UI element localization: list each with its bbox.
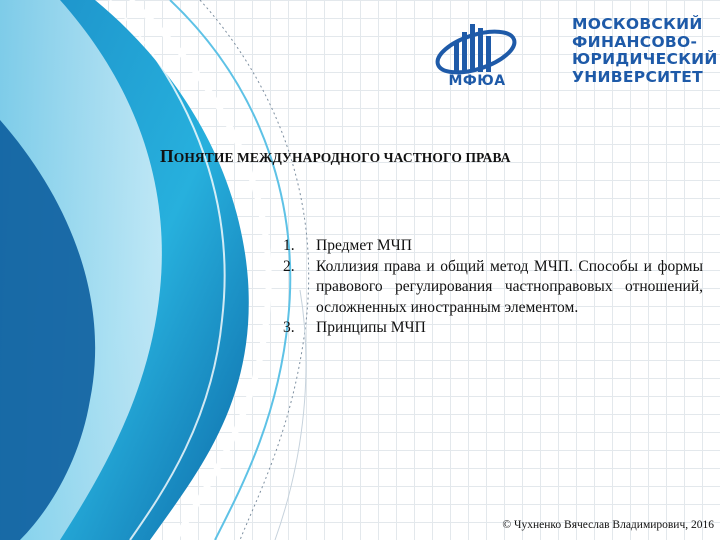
logo-abbreviation: МФЮА bbox=[448, 73, 506, 89]
list-item-text: Предмет МЧП bbox=[316, 237, 412, 254]
university-name-line: УНИВЕРСИТЕТ bbox=[572, 67, 704, 86]
university-name bbox=[572, 15, 718, 86]
list-item-number: 3. bbox=[283, 319, 295, 336]
copyright-footer: © Чухненко Вячеслав Владимирович, 2016 bbox=[502, 519, 714, 531]
list-item-number: 1. bbox=[283, 237, 295, 254]
list-item-text: Коллизия права и общий метод МЧП. Способы и формы правового регулирования частноправовых отношений, осложненных иностранным элементом. bbox=[316, 257, 703, 316]
list-item bbox=[283, 257, 703, 319]
list-item-text: Принципы МЧП bbox=[316, 319, 426, 336]
list-item bbox=[283, 236, 703, 257]
university-name-line: ЮРИДИЧЕСКИЙ bbox=[572, 50, 718, 68]
university-name-line: МОСКОВСКИЙ bbox=[572, 15, 703, 33]
topic-list bbox=[283, 236, 703, 339]
list-item bbox=[283, 318, 703, 339]
slide-title bbox=[160, 146, 680, 167]
title-rest: ОНЯТИЕ МЕЖДУНАРОДНОГО ЧАСТНОГО ПРАВА bbox=[173, 150, 511, 165]
title-first-letter: П bbox=[160, 146, 174, 166]
list-item-number: 2. bbox=[283, 257, 295, 275]
university-name-line: ФИНАНСОВО- bbox=[572, 32, 698, 51]
